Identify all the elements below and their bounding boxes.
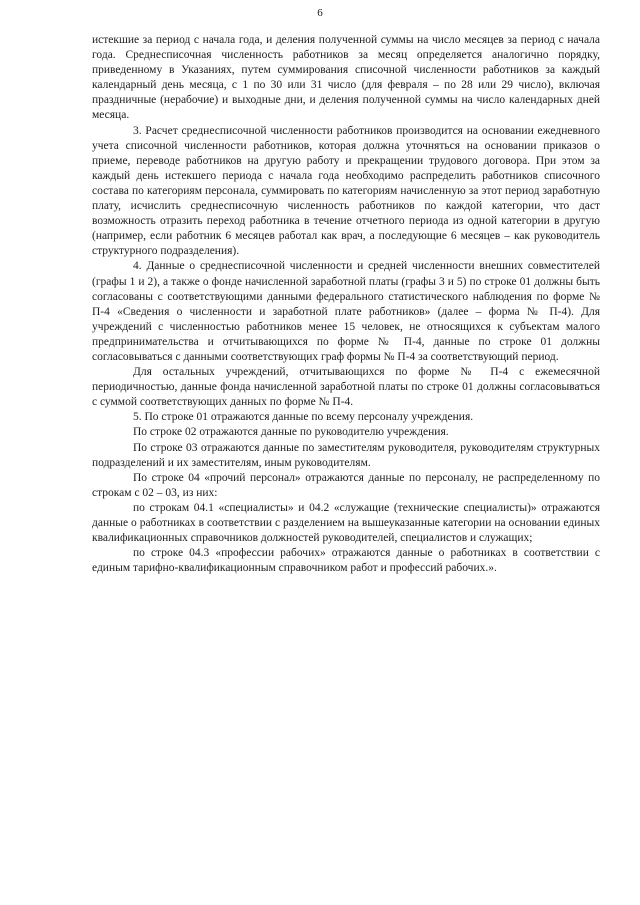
paragraph-row-04: По строке 04 «прочий персонал» отражаются данные по персоналу, не распределенному по строкам с 02 – 03, из них: bbox=[92, 471, 600, 499]
paragraph-item-4: 4. Данные о среднесписочной численности и средней численности внешних совместителей (графы 1 и 2), а также о фонде начисленной заработной платы (графы 3 и 5) по строке 01 должны быть согласованы с соответствующими данными федерального статистического наблюдения по форме № П-4 «Сведения о численности и заработной плате работников» (далее – форма № П-4). Для учреждений с численностью работников менее 15 человек, не относящихся к субъектам малого предпринимательства и отчитывающихся по форме № П-4, данные по строке 01 должны согласовываться с данными соответствующих граф формы № П-4 за соответствующий период. bbox=[92, 260, 600, 363]
paragraph-row-03: По строке 03 отражаются данные по заместителям руководителя, руководителям структурных подразделений и их заместителям, иным руководителям. bbox=[92, 441, 600, 469]
paragraph-item-3: 3. Расчет среднесписочной численности работников производится на основании ежедневного учета списочной численности работников, которая должна уточняться на основании приказов о приеме, переводе работников на другую работу и прекращении трудового договора. При этом за каждый день истекшего периода с начала года необходимо распределить работников списочного состава по категориям персонала, суммировать по категориям начисленную за этот период заработную плату, исчислить среднесписочную численность работников по каждой категории, что даст возможность отразить переход работника в течение отчетного периода из одной категории в другую (например, если работник 6 месяцев работал как врач, а последующие 6 месяцев – как руководитель структурного подразделения). bbox=[92, 124, 600, 258]
paragraph-continuation: истекшие за период с начала года, и деления полученной суммы на число месяцев за период с начала года. Среднесписочная численность работников за месяц определяется аналогично порядку, приведенному в Указаниях, путем суммирования списочной численности работников за каждый календарный день месяца, с 1 по 30 или 31 число (для февраля – по 28 или 29 число), включая праздничные (нерабочие) и выходные дни, и деления полученной суммы на число календарных дней месяца. bbox=[92, 34, 600, 122]
page-number: 6 bbox=[317, 7, 323, 19]
paragraph-row-02: По строке 02 отражаются данные по руководителю учреждения. bbox=[133, 426, 449, 439]
paragraph-item-5-row-01: 5. По строке 01 отражаются данные по всему персоналу учреждения. bbox=[133, 411, 474, 424]
paragraph-row-04-3: по строке 04.3 «профессии рабочих» отражаются данные о работниках в соответствии с единым тарифно-квалификационным справочником работ и профессий рабочих.». bbox=[92, 547, 600, 575]
paragraph-rows-04-1-04-2: по строкам 04.1 «специалисты» и 04.2 «служащие (технические специалисты)» отражаются данные о работниках в соответствии с разделением на вышеуказанные категории на основании единых квалификационных справочников должностей руководителей, специалистов и служащих; bbox=[92, 501, 600, 545]
document-body bbox=[92, 33, 600, 576]
paragraph-other-institutions: Для остальных учреждений, отчитывающихся по форме № П-4 с ежемесячной периодичностью, данные фонда начисленной заработной платы по строке 01 должны согласовываться с суммой соответствующих данных по форме № П-4. bbox=[92, 366, 600, 409]
